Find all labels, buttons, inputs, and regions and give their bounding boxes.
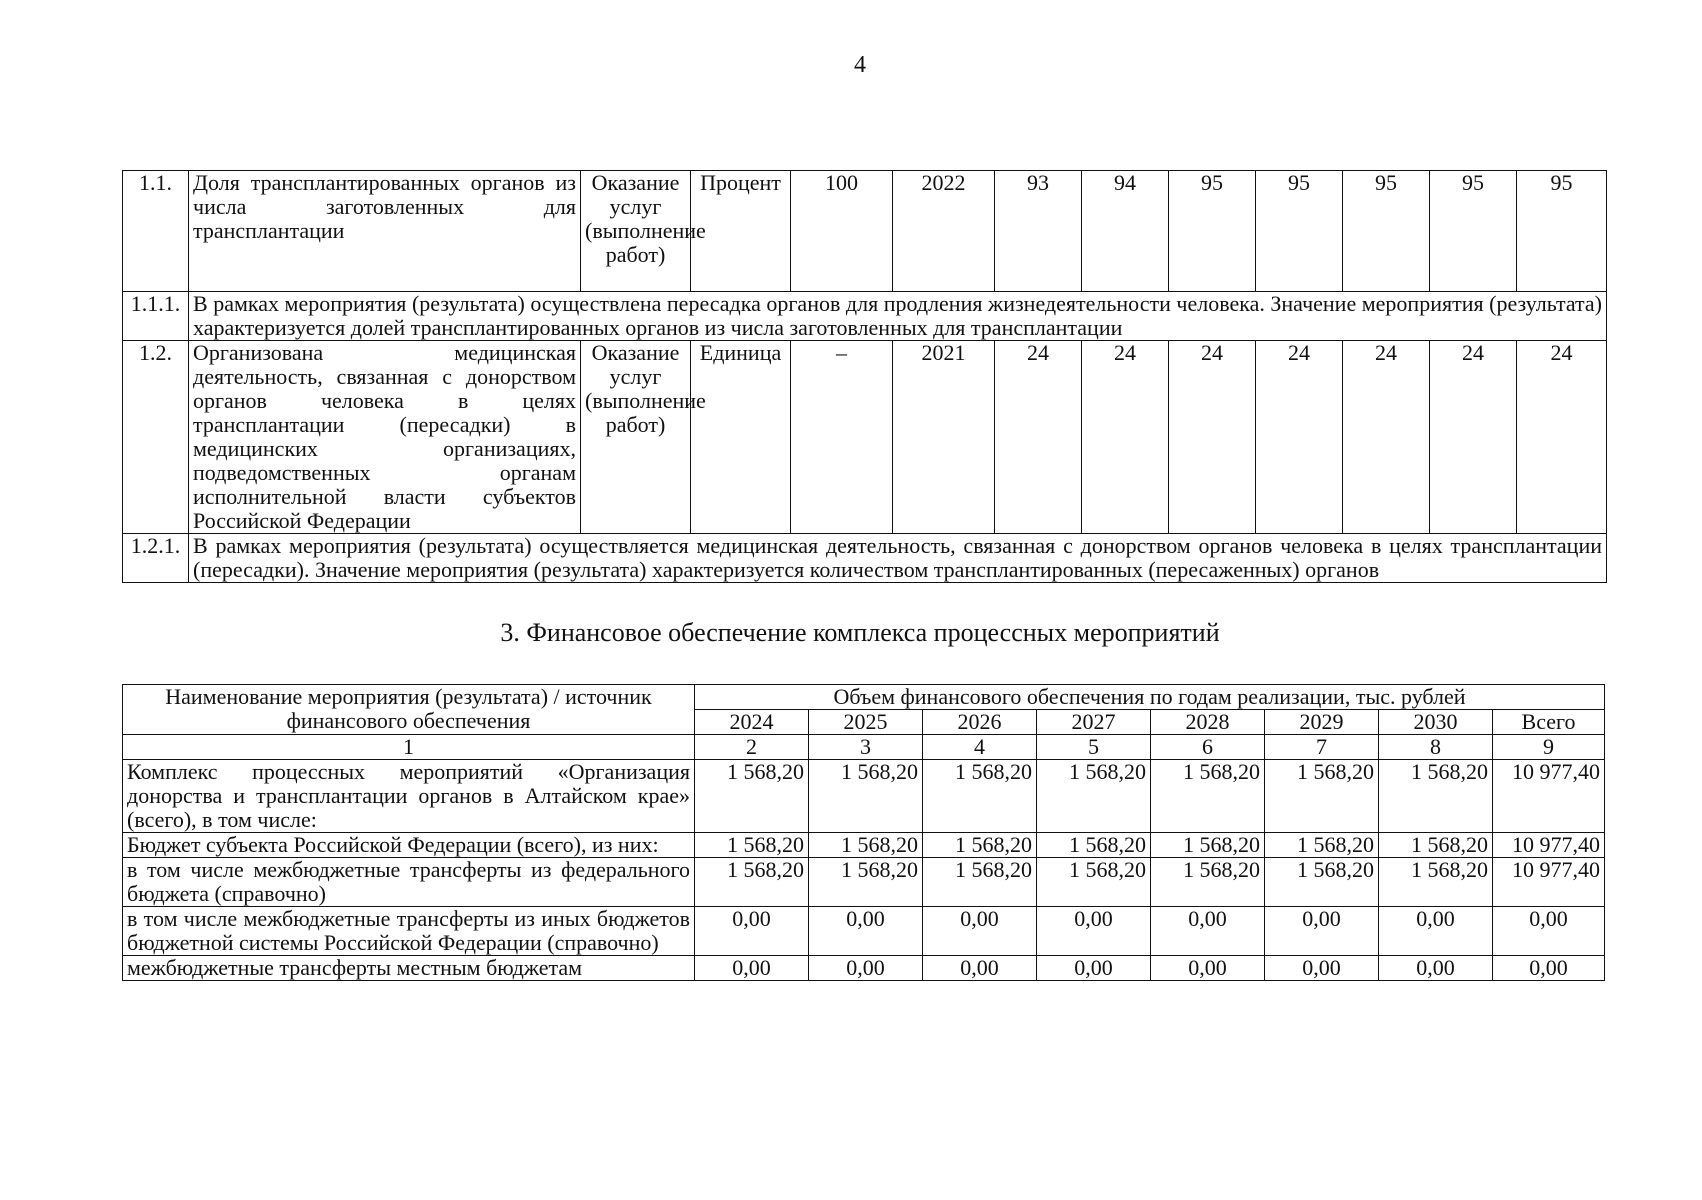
table-row bbox=[123, 341, 1607, 534]
source-name: в том числе межбюджетные трансферты из федерального бюджета (справочно) bbox=[123, 858, 695, 907]
column-number: 9 bbox=[1493, 735, 1605, 760]
amount-cell: 1 568,20 bbox=[1265, 858, 1379, 907]
amount-cell: 1 568,20 bbox=[1151, 833, 1265, 858]
column-number: 3 bbox=[809, 735, 923, 760]
source-name: в том числе межбюджетные трансферты из иных бюджетов бюджетной системы Российской Федерации (справочно) bbox=[123, 907, 695, 956]
table-row bbox=[123, 956, 1605, 981]
amount-cell: 0,00 bbox=[1151, 956, 1265, 981]
year-value: 95 bbox=[1343, 171, 1430, 292]
total-cell: 0,00 bbox=[1493, 907, 1605, 956]
indicator-unit: Единица bbox=[691, 341, 791, 534]
source-name: межбюджетные трансферты местным бюджетам bbox=[123, 956, 695, 981]
year-header: 2024 bbox=[695, 710, 809, 735]
base-value: – bbox=[791, 341, 893, 534]
amount-cell: 1 568,20 bbox=[1151, 760, 1265, 833]
amount-cell: 0,00 bbox=[809, 956, 923, 981]
amount-cell: 1 568,20 bbox=[1037, 833, 1151, 858]
year-header: 2027 bbox=[1037, 710, 1151, 735]
table-row bbox=[123, 833, 1605, 858]
year-header: 2028 bbox=[1151, 710, 1265, 735]
header-name: Наименование мероприятия (результата) / источник финансового обеспечения bbox=[123, 685, 695, 735]
year-value: 95 bbox=[1169, 171, 1256, 292]
source-name: Комплекс процессных мероприятий «Организация донорства и трансплантации органов в Алтайском крае» (всего), в том числе: bbox=[123, 760, 695, 833]
year-header: 2025 bbox=[809, 710, 923, 735]
year-value: 24 bbox=[1082, 341, 1169, 534]
amount-cell: 0,00 bbox=[1037, 907, 1151, 956]
table-header-row bbox=[123, 685, 1605, 710]
amount-cell: 0,00 bbox=[1151, 907, 1265, 956]
source-name: Бюджет субъекта Российской Федерации (всего), из них: bbox=[123, 833, 695, 858]
amount-cell: 0,00 bbox=[1265, 907, 1379, 956]
amount-cell: 1 568,20 bbox=[1265, 833, 1379, 858]
amount-cell: 0,00 bbox=[1037, 956, 1151, 981]
page-number: 4 bbox=[854, 52, 866, 78]
year-value: 95 bbox=[1256, 171, 1343, 292]
amount-cell: 0,00 bbox=[1379, 907, 1493, 956]
indicator-type: Оказание услуг (выполнение работ) bbox=[581, 341, 691, 534]
column-number: 2 bbox=[695, 735, 809, 760]
base-year: 2022 bbox=[893, 171, 995, 292]
table-row bbox=[123, 858, 1605, 907]
base-year: 2021 bbox=[893, 341, 995, 534]
column-number: 1 bbox=[123, 735, 695, 760]
amount-cell: 1 568,20 bbox=[923, 760, 1037, 833]
year-value: 24 bbox=[1169, 341, 1256, 534]
row-description: В рамках мероприятия (результата) осуществляется медицинская деятельность, связанная с донорством органов человека в целях трансплантации (пересадки). Значение мероприятия (результата) характеризуется количеством трансплантированных (пересаженных) органов bbox=[189, 534, 1607, 583]
amount-cell: 1 568,20 bbox=[809, 760, 923, 833]
indicator-type: Оказание услуг (выполнение работ) bbox=[581, 171, 691, 292]
amount-cell: 1 568,20 bbox=[923, 858, 1037, 907]
amount-cell: 0,00 bbox=[923, 907, 1037, 956]
table-row bbox=[123, 534, 1607, 583]
table-row bbox=[123, 907, 1605, 956]
year-value: 95 bbox=[1517, 171, 1607, 292]
row-description: В рамках мероприятия (результата) осуществлена пересадка органов для продления жизнедеятельности человека. Значение мероприятия (результата) характеризуется долей трансплантированных органов из числа заготовленных для трансплантации bbox=[189, 292, 1607, 341]
amount-cell: 1 568,20 bbox=[1379, 858, 1493, 907]
amount-cell: 1 568,20 bbox=[809, 833, 923, 858]
year-value: 24 bbox=[1343, 341, 1430, 534]
total-header: Всего bbox=[1493, 710, 1605, 735]
indicator-unit: Процент bbox=[691, 171, 791, 292]
amount-cell: 1 568,20 bbox=[1037, 858, 1151, 907]
year-value: 95 bbox=[1430, 171, 1517, 292]
table-row bbox=[123, 171, 1607, 292]
year-header: 2030 bbox=[1379, 710, 1493, 735]
year-value: 93 bbox=[995, 171, 1082, 292]
total-cell: 10 977,40 bbox=[1493, 858, 1605, 907]
amount-cell: 0,00 bbox=[1379, 956, 1493, 981]
indicator-name: Организована медицинская деятельность, связанная с донорством органов человека в целях трансплантации (пересадки) в медицинских организациях, подведомственных органам исполнительной власти субъектов Российской Федерации bbox=[189, 341, 581, 534]
amount-cell: 1 568,20 bbox=[1151, 858, 1265, 907]
column-number-row bbox=[123, 735, 1605, 760]
year-value: 24 bbox=[1430, 341, 1517, 534]
amount-cell: 1 568,20 bbox=[695, 858, 809, 907]
year-header: 2029 bbox=[1265, 710, 1379, 735]
amount-cell: 1 568,20 bbox=[923, 833, 1037, 858]
row-number: 1.1.1. bbox=[123, 292, 189, 341]
amount-cell: 1 568,20 bbox=[695, 833, 809, 858]
indicators-table bbox=[122, 170, 1607, 583]
year-header: 2026 bbox=[923, 710, 1037, 735]
year-value: 24 bbox=[1256, 341, 1343, 534]
total-cell: 0,00 bbox=[1493, 956, 1605, 981]
section-title: 3. Финансовое обеспечение комплекса процессных мероприятий bbox=[500, 618, 1220, 647]
amount-cell: 1 568,20 bbox=[1379, 833, 1493, 858]
header-volume: Объем финансового обеспечения по годам реализации, тыс. рублей bbox=[695, 685, 1605, 710]
table-row bbox=[123, 292, 1607, 341]
base-value: 100 bbox=[791, 171, 893, 292]
amount-cell: 0,00 bbox=[695, 956, 809, 981]
table-row bbox=[123, 760, 1605, 833]
amount-cell: 0,00 bbox=[1265, 956, 1379, 981]
column-number: 8 bbox=[1379, 735, 1493, 760]
row-number: 1.1. bbox=[123, 171, 189, 292]
amount-cell: 0,00 bbox=[923, 956, 1037, 981]
amount-cell: 1 568,20 bbox=[809, 858, 923, 907]
total-cell: 10 977,40 bbox=[1493, 833, 1605, 858]
year-value: 24 bbox=[995, 341, 1082, 534]
year-value: 24 bbox=[1517, 341, 1607, 534]
column-number: 5 bbox=[1037, 735, 1151, 760]
column-number: 7 bbox=[1265, 735, 1379, 760]
year-value: 94 bbox=[1082, 171, 1169, 292]
total-cell: 10 977,40 bbox=[1493, 760, 1605, 833]
row-number: 1.2.1. bbox=[123, 534, 189, 583]
amount-cell: 1 568,20 bbox=[1037, 760, 1151, 833]
indicator-name: Доля трансплантированных органов из числа заготовленных для трансплантации bbox=[189, 171, 581, 292]
amount-cell: 1 568,20 bbox=[1265, 760, 1379, 833]
finance-table bbox=[122, 684, 1605, 981]
column-number: 4 bbox=[923, 735, 1037, 760]
column-number: 6 bbox=[1151, 735, 1265, 760]
amount-cell: 1 568,20 bbox=[695, 760, 809, 833]
amount-cell: 1 568,20 bbox=[1379, 760, 1493, 833]
row-number: 1.2. bbox=[123, 341, 189, 534]
amount-cell: 0,00 bbox=[695, 907, 809, 956]
amount-cell: 0,00 bbox=[809, 907, 923, 956]
